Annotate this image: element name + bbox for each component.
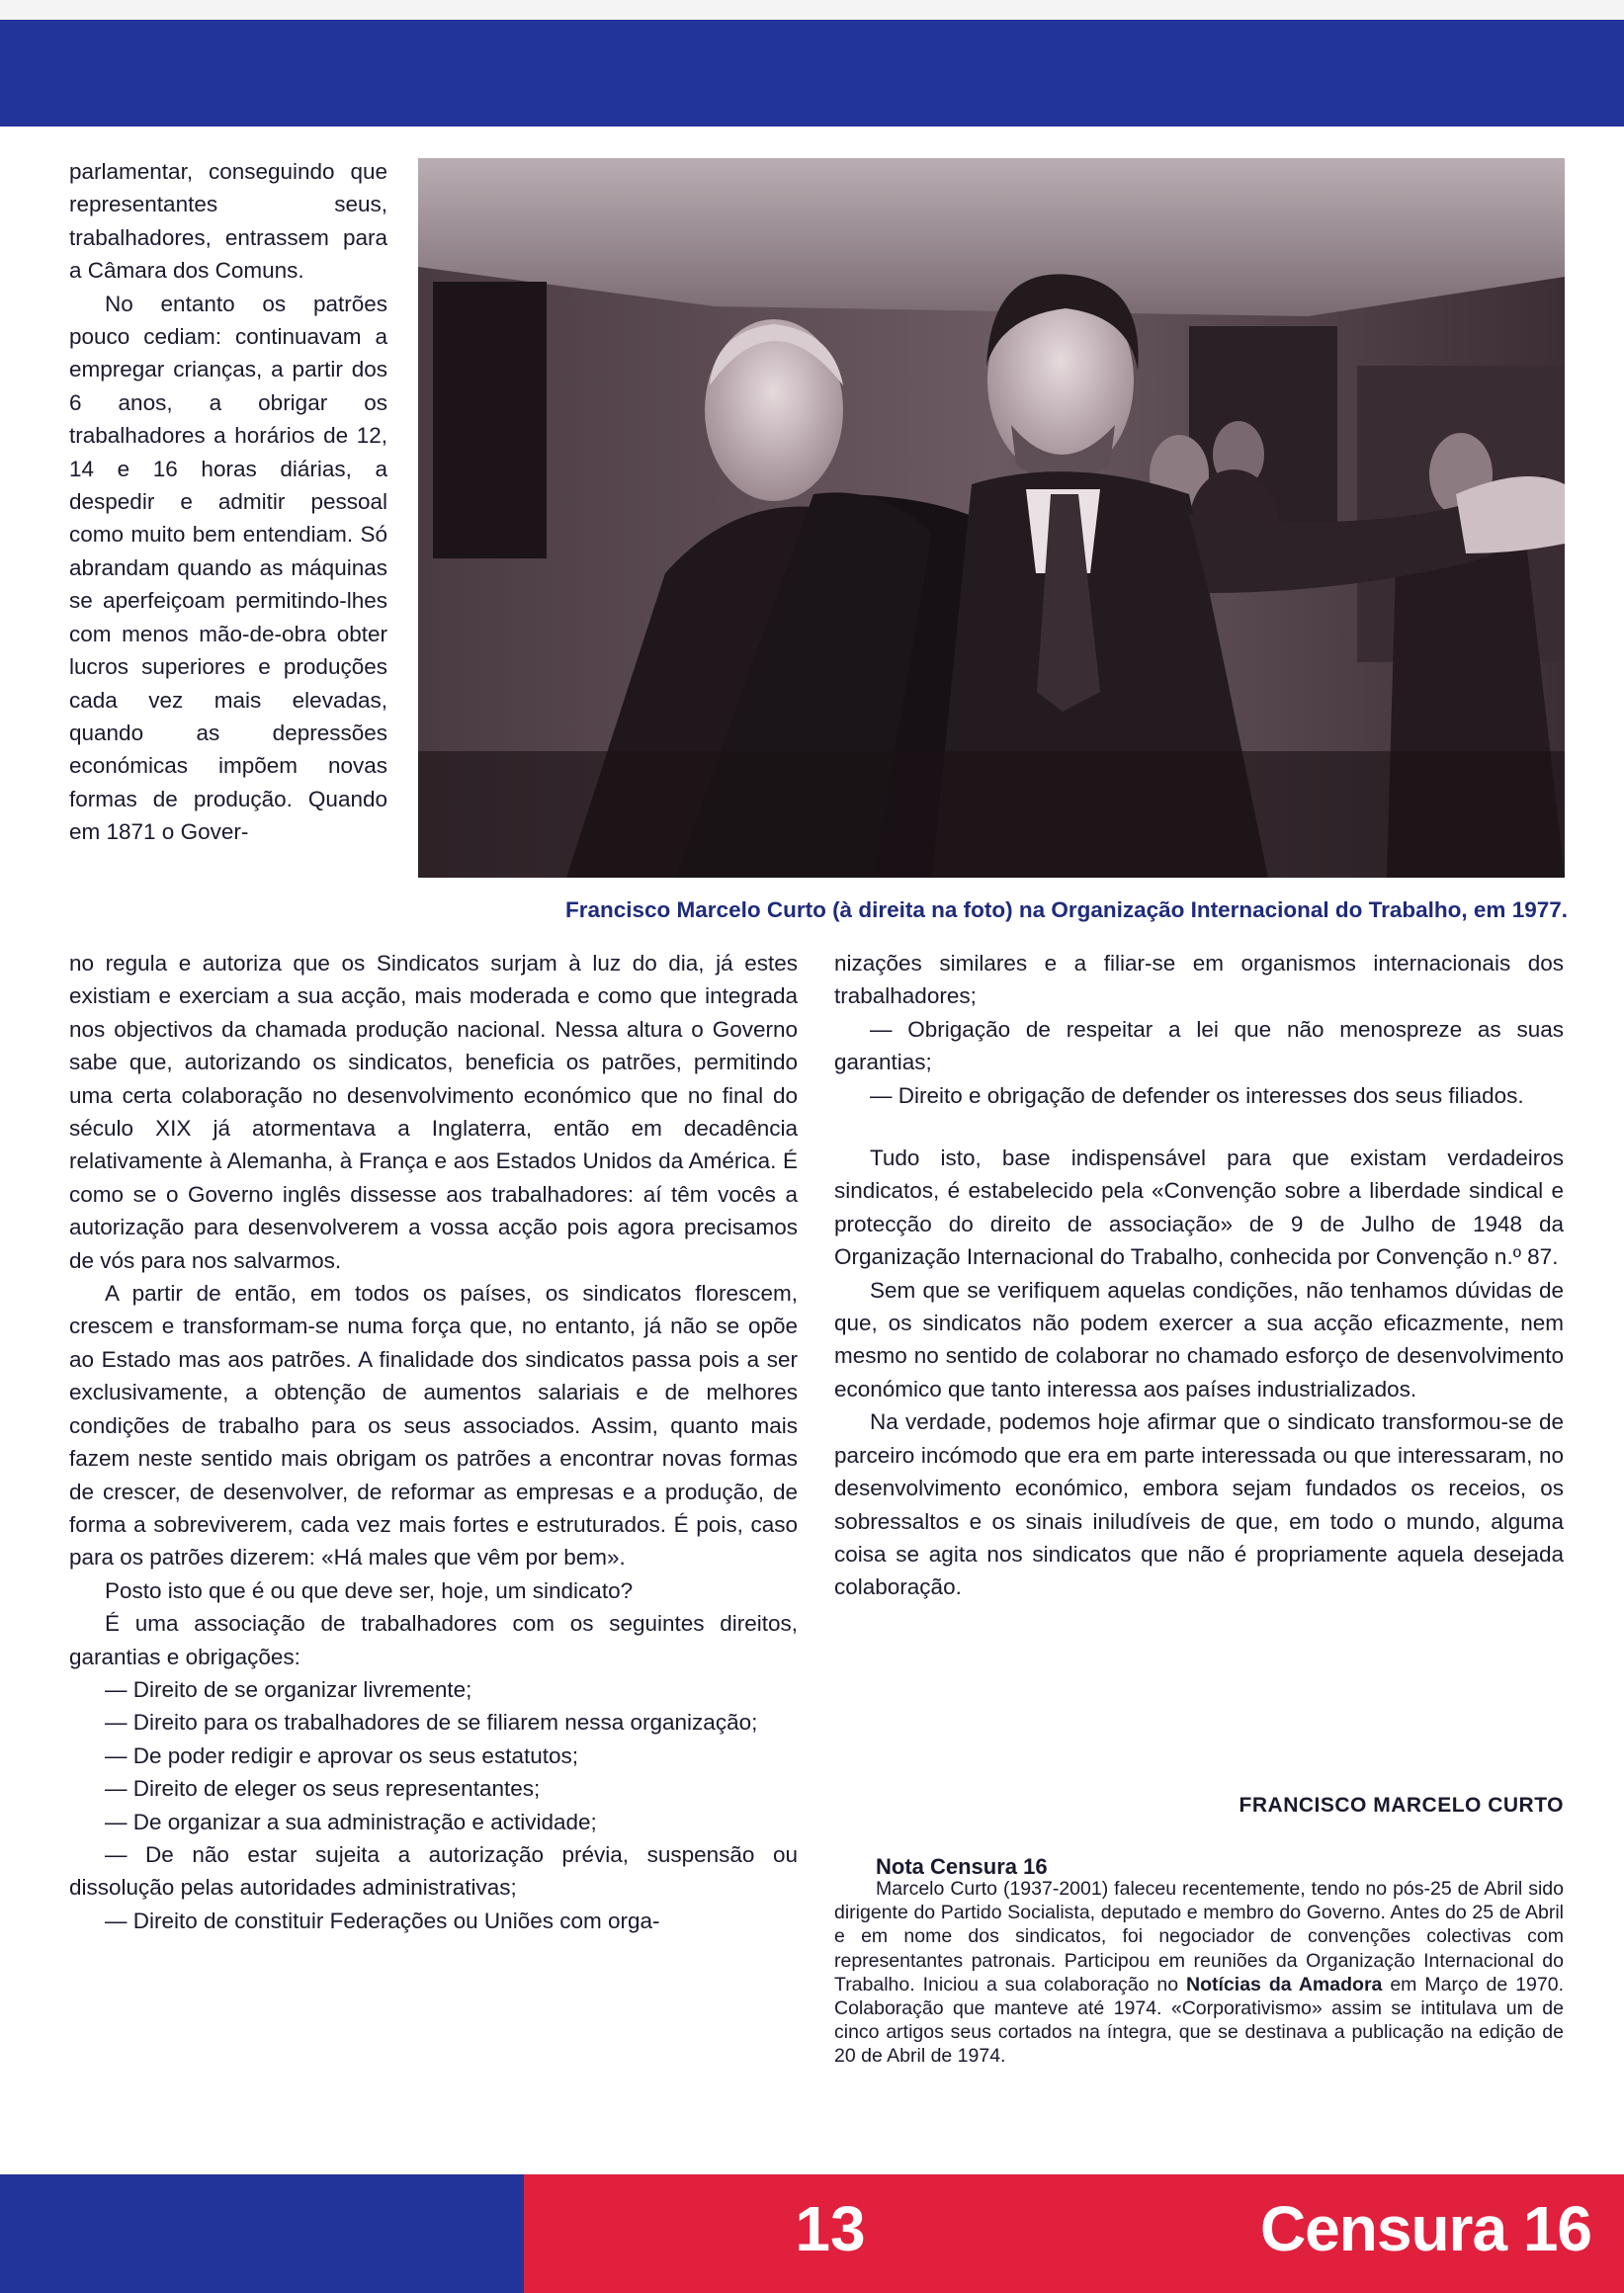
list-item: — Direito e obrigação de defender os interesses dos seus filiados.: [870, 1082, 1524, 1108]
magazine-brand: Censura 16: [1259, 2193, 1591, 2264]
list-item: — Direito para os trabalhadores de se filiarem nessa organização;: [105, 1710, 758, 1736]
paragraph: parlamentar, conseguindo que representantes seus, trabalhadores, entrassem para a Câmara dos Comuns.: [69, 159, 387, 284]
paragraph: Tudo isto, base indispensável para que existam verdadeiros sindicatos, é estabelecido pela «Convenção sobre a liberdade sindical e protecção do direito de associação» de 9 de Julho de 1948 da Organização Internacional do Trabalho, conhecida por Convenção n.º 87.: [834, 1146, 1564, 1270]
paragraph: Posto isto que é ou que deve ser, hoje, um sindicato?: [105, 1577, 634, 1603]
paragraph: no regula e autoriza que os Sindicatos surjam à luz do dia, já estes existiam e exerciam a sua acção, mais moderada e como que integrada nos objectivos da chamada produção nacional. Nessa altura o Governo sabe que, autorizando os sindicatos, beneficia os patrões, permitindo uma certa colaboração no desenvolvimento económico que no final do século XIX já atormentava a Inglaterra, então em decadência relativamente à Alemanha, à França e aos Estados Unidos da América. É como se o Governo inglês dissesse aos trabalhadores: aí têm vocês a autorização para desenvolverem a vossa acção pois agora precisamos de vós para nos salvarmos.: [69, 951, 798, 1273]
list-item: — De organizar a sua administração e actividade;: [105, 1809, 597, 1834]
editorial-note: [834, 1877, 1564, 2069]
article-top-column: [69, 155, 387, 849]
top-color-band: [0, 0, 1624, 127]
note-title: Nota Censura 16: [876, 1854, 1048, 1879]
paragraph: Na verdade, podemos hoje afirmar que o sindicato transformou-se de parceiro incómodo que era em parte interessada ou que interessaram, no desenvolvimento económico, embora sejam fundados os receios, os sobressaltos e os sinais iniludíveis de que, em todo o mundo, alguma coisa se agita nos sindicatos que não é propriamente aquela desejada colaboração.: [834, 1409, 1564, 1600]
note-paragraph: [834, 1877, 1564, 2069]
paragraph: Sem que se verifiquem aquelas condições, não tenhamos dúvidas de que, os sindicatos não podem exercer a sua acção eficazmente, nem mesmo no sentido de colaborar no chamado esforço de desenvolvimento económico que tanto interessa aos países industrializados.: [834, 1277, 1564, 1401]
list-item: nizações similares e a filiar-se em organismos internacionais dos trabalhadores;: [834, 951, 1564, 1009]
historical-photo: [418, 158, 1565, 878]
list-item: — Direito de constituir Federações ou Uniões com orga-: [105, 1908, 660, 1933]
publication-name: Notícias da Amadora: [1186, 1973, 1383, 1996]
paragraph: No entanto os patrões pouco cediam: continuavam a empregar crianças, a partir dos 6 anos, a obrigar os trabalhadores a horários de 12, 14 e 16 horas diárias, a despedir e admitir pessoal como muito bem entendiam. Só abrandam quando as máquinas se aperfeiçoam permitindo-lhes com menos mão-de-obra obter lucros superiores e produções cada vez mais elevadas, quando as depressões económicas impõem novas formas de produção. Quando em 1871 o Gover-: [69, 291, 387, 845]
paragraph: A partir de então, em todos os países, os sindicatos florescem, crescem e transformam-se numa força que, no entanto, já não se opõe ao Estado mas aos patrões. A finalidade dos sindicatos passa pois a ser exclusivamente, a obtenção de aumentos salariais e de melhores condições de trabalho para os seus associados. Assim, quanto mais fazem neste sentido mais obrigam os patrões a encontrar novas formas de crescer, de desenvolver, de reformar as empresas e a produção, de forma a sobreviverem, cada vez mais fortes e estruturados. É pois, caso para os patrões dizerem: «Há males que vêm por bem».: [69, 1281, 798, 1571]
note-text: em Março de 1970. Colaboração que manteve até 1974. «Corporativismo» assim se intitulava um de cinco artigos seus cortados na íntegra, que se destinava a publicação na edição de 20 de Abril de 1974.: [834, 1973, 1564, 2068]
list-item: — Direito de eleger os seus representantes;: [105, 1776, 541, 1802]
list-item: — Obrigação de respeitar a lei que não menospreze as suas garantias;: [834, 1016, 1564, 1075]
list-item: — De não estar sujeita a autorização prévia, suspensão ou dissolução pelas autoridades administrativas;: [69, 1841, 798, 1901]
list-item: — Direito de se organizar livremente;: [105, 1676, 472, 1702]
article-right-column: [834, 947, 1564, 1604]
paragraph: É uma associação de trabalhadores com os seguintes direitos, garantias e obrigações:: [69, 1611, 798, 1669]
author-signature: FRANCISCO MARCELO CURTO: [1239, 1794, 1564, 1817]
list-item: — De poder redigir e aprovar os seus estatutos;: [105, 1742, 578, 1768]
photo-caption: Francisco Marcelo Curto (à direita na foto) na Organização Internacional do Trabalho, em 1977.: [565, 897, 1568, 922]
page-number: 13: [795, 2193, 866, 2264]
article-left-column: [69, 947, 798, 1937]
note-text: Marcelo Curto (1937-2001) faleceu recentemente, tendo no pós-25 de Abril sido dirigente do Partido Socialista, deputado e membro do Governo. Antes do 25 de Abril e em nome dos sindicatos, foi negociador de convenções colectivas com representantes patronais. Participou em reuniões da Organização Internacional do Trabalho. Iniciou a sua colaboração no: [834, 1878, 1564, 1996]
